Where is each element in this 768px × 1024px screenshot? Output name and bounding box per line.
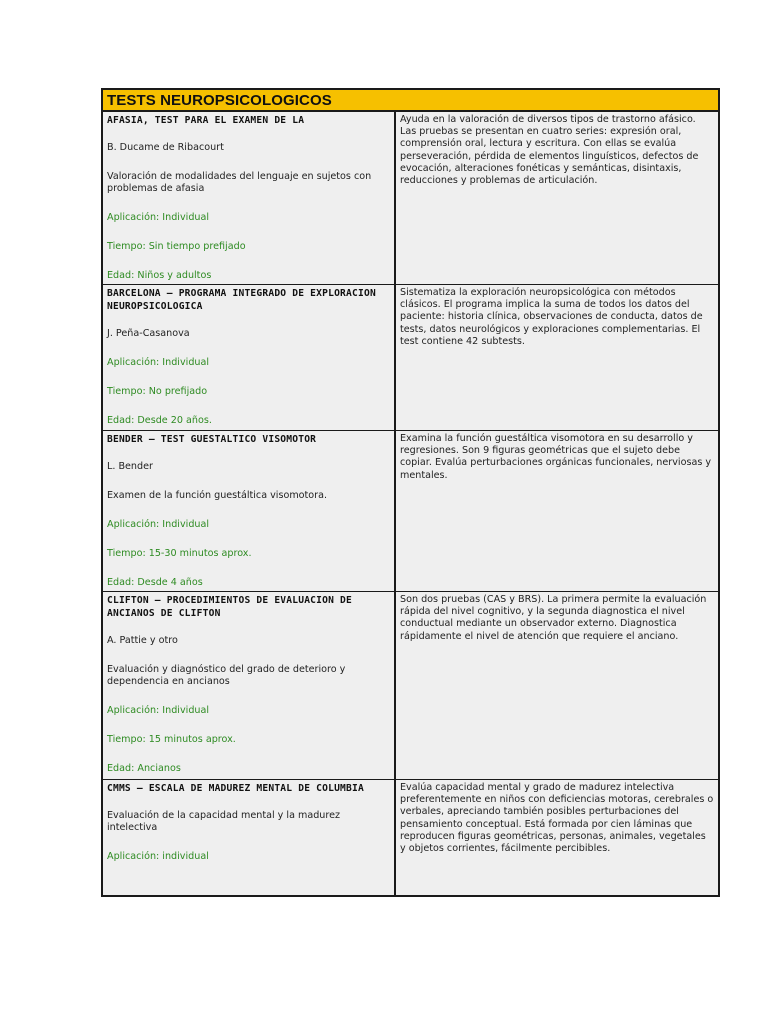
- test-name: BENDER – TEST GUESTALTICO VISOMOTOR: [107, 434, 317, 445]
- test-aplicacion: Aplicación: individual: [107, 851, 209, 862]
- test-description: Son dos pruebas (CAS y BRS). La primera permite la evaluación rápida del nivel cognitivo, y la segunda diagnostica el nivel conductual mediante un observador externo. Diagnostica rápidamente el nivel de atención que requiere el anciano.: [400, 594, 707, 642]
- test-author: A. Pattie y otro: [107, 635, 178, 646]
- test-author: J. Peña-Casanova: [107, 328, 190, 339]
- test-info-cell: [103, 431, 396, 591]
- test-name: CLIFTON – PROCEDIMIENTOS DE EVALUACION DE ANCIANOS DE CLIFTON: [107, 595, 353, 619]
- test-info-cell: [103, 285, 396, 430]
- table-row-bender: [103, 430, 718, 591]
- test-summary: Evaluación de la capacidad mental y la madurez intelectiva: [107, 810, 341, 833]
- test-edad: Edad: Ancianos: [107, 763, 181, 774]
- test-name: CMMS – ESCALA DE MADUREZ MENTAL DE COLUMBIA: [107, 783, 364, 794]
- test-tiempo: Tiempo: No prefijado: [107, 386, 208, 397]
- test-description: Evalúa capacidad mental y grado de madurez intelectiva preferentemente en niños con deficiencias motoras, cerebrales o verbales, apreciando también posibles perturbaciones del pensamiento conceptual. Está formada por cien láminas que reproducen figuras geométricas, personas, animales, vegetales y objetos corrientes, fácilmente percibibles.: [400, 782, 714, 855]
- test-aplicacion: Aplicación: Individual: [107, 357, 210, 368]
- test-name: BARCELONA – PROGRAMA INTEGRADO DE EXPLORACION NEUROPSICOLOGICA: [107, 288, 376, 312]
- test-summary: Examen de la función guestáltica visomotora.: [107, 490, 328, 501]
- test-edad: Edad: Desde 4 años: [107, 577, 203, 588]
- table-header: [103, 90, 718, 111]
- table-row-cmms: [103, 779, 718, 895]
- test-description-cell: [396, 780, 718, 895]
- test-description-cell: [396, 431, 718, 591]
- test-info-cell: [103, 780, 396, 895]
- test-author: B. Ducame de Ribacourt: [107, 142, 224, 153]
- test-name: AFASIA, TEST PARA EL EXAMEN DE LA: [107, 115, 305, 126]
- test-tiempo: Tiempo: 15 minutos aprox.: [107, 734, 236, 745]
- test-description-cell: [396, 592, 718, 779]
- test-aplicacion: Aplicación: Individual: [107, 705, 210, 716]
- test-description-cell: [396, 285, 718, 430]
- test-summary: Valoración de modalidades del lenguaje en sujetos con problemas de afasia: [107, 171, 372, 194]
- test-author: L. Bender: [107, 461, 153, 472]
- test-info-cell: [103, 112, 396, 284]
- test-tiempo: Tiempo: Sin tiempo prefijado: [107, 241, 246, 252]
- test-description-cell: [396, 112, 718, 284]
- test-tiempo: Tiempo: 15-30 minutos aprox.: [107, 548, 252, 559]
- table-row-afasia: [103, 111, 718, 284]
- test-description: Examina la función guestáltica visomotora en su desarrollo y regresiones. Son 9 figuras geométricas que el sujeto debe copiar. Evalúa perturbaciones orgánicas funcionales, nerviosas y mentales.: [400, 433, 712, 481]
- test-aplicacion: Aplicación: Individual: [107, 519, 210, 530]
- table-title: TESTS NEUROPSICOLOGICOS: [107, 91, 332, 109]
- test-aplicacion: Aplicación: Individual: [107, 212, 210, 223]
- test-summary: Evaluación y diagnóstico del grado de deterioro y dependencia en ancianos: [107, 664, 346, 687]
- test-edad: Edad: Desde 20 años.: [107, 415, 212, 426]
- test-description: Sistematiza la exploración neuropsicológica con métodos clásicos. El programa implica la suma de todos los datos del paciente: historia clínica, observaciones de conducta, datos de tests, datos neurológicos y exploraciones complementarias. El test contiene 42 subtests.: [400, 287, 703, 347]
- test-info-cell: [103, 592, 396, 779]
- test-edad: Edad: Niños y adultos: [107, 270, 212, 281]
- table-row-clifton: [103, 591, 718, 779]
- table-row-barcelona: [103, 284, 718, 430]
- test-description: Ayuda en la valoración de diversos tipos de trastorno afásico. Las pruebas se presentan en cuatro series: expresión oral, comprensión oral, lectura y escritura. Con ellas se evalúa perseveración, pérdida de elementos linguísticos, defectos de evocación, alteraciones fonéticas y semánticas, disintaxis, reducciones y problemas de articulación.: [400, 114, 699, 187]
- tests-table: [101, 88, 720, 897]
